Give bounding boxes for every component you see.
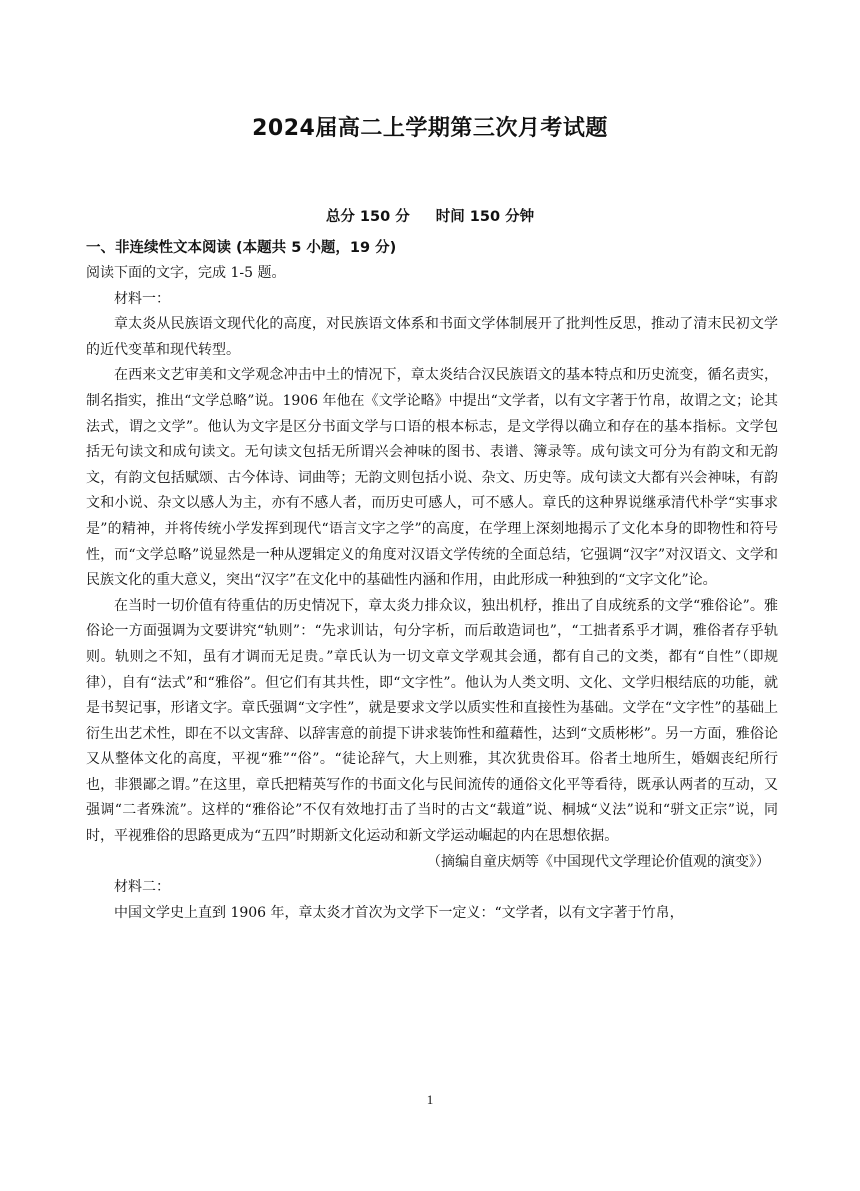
- material-one-label: 材料一：: [114, 290, 170, 307]
- material-two-paragraph-1: 中国文学史上直到 1906 年，章太炎才首次为文学下一定义：“文学者，以有文字著于竹帛，: [114, 904, 684, 921]
- material-two-label: 材料二：: [114, 879, 170, 896]
- exam-time: 时间 150 分钟: [435, 209, 535, 225]
- exam-body: [86, 236, 778, 926]
- material-one-paragraph-2: 在西来文艺审美和文学观念冲击中土的情况下，章太炎结合汉民族语文的基本特点和历史流变，循名责实，制名指实，推出“文学总略”说。1906 年他在《文学论略》中提出“文学者，以有文字著于竹帛，故谓之文；论其法式，谓之文学”。他认为文字是区分书面文学与口语的根本标志，是文学得以确立和存在的基本指标。文学包括无句读文和成句读文。无句读文包括无所谓兴会神味的图书、表谱、簿录等。成句读文可分为有韵文和无韵文，有韵文包括赋颂、古今体诗、词曲等；无韵文则包括小说、杂文、历史等。成句读文大都有兴会神味，有韵文和小说、杂文以感人为主，亦有不感人者，而历史可感人，可不感人。章氏的这种界说继承清代朴学“实事求是”的精神，并将传统小学发挥到现代“语言文字之学”的高度，在学理上深刻地揭示了文化本身的即物性和符号性，而“文学总略”说显然是一种从逻辑定义的角度对汉语文学传统的全面总结，它强调“汉字”对汉语文、文学和民族文化的重大意义，突出“汉字”在文化中的基础性内涵和作用，由此形成一种独到的“文字文化”论。: [86, 367, 778, 589]
- material-one-source: （摘编自童庆炳等《中国现代文学理论价值观的演变》）: [427, 853, 770, 870]
- section-heading: 一、非连续性文本阅读 (本题共 5 小题，19 分): [86, 240, 397, 256]
- instruction-text: 阅读下面的文字，完成 1-5 题。: [86, 265, 286, 281]
- exam-title: 2024届高二上学期第三次月考试题: [252, 116, 608, 141]
- material-one-paragraph-1: 章太炎从民族语文现代化的高度，对民族语文体系和书面文学体制展开了批判性反思，推动了清末民初文学的近代变革和现代转型。: [86, 316, 778, 358]
- total-score: 总分 150 分: [325, 209, 410, 225]
- exam-meta: [0, 207, 860, 227]
- material-one-paragraph-3: 在当时一切价值有待重估的历史情况下，章太炎力排众议，独出机杼，推出了自成统系的文学“雅俗论”。雅俗论一方面强调为文要讲究“轨则”：“先求训诂，句分字析，而后敢造词也”，“工拙者系乎才调，雅俗者存乎轨则。轨则之不知，虽有才调而无足贵。”章氏认为一切文章文学观其会通，都有自己的文类，都有“自性”（即规律），自有“法式”和“雅俗”。但它们有其共性，即“文字性”。他认为人类文明、文化、文学归根结底的功能，就是书契记事，形诸文字。章氏强调“文字性”，就是要求文学以质实性和直接性为基础。文学在“文字性”的基础上衍生出艺术性，即在不以文害辞、以辞害意的前提下讲求装饰性和蕴藉性，达到“文质彬彬”。另一方面，雅俗论又从整体文化的高度，平视“雅”“俗”。“徒论辞气，大上则雅，其次犹贵俗耳。俗者土地所生，婚姻丧纪所行也，非猥鄙之谓。”在这里，章氏把精英写作的书面文化与民间流传的通俗文化平等看待，既承认两者的互动，又强调“二者殊流”。这样的“雅俗论”不仅有效地打击了当时的古文“载道”说、桐城“义法”说和“骈文正宗”说，同时，平视雅俗的思路更成为“五四”时期新文化运动和新文学运动崛起的内在思想依据。: [86, 597, 778, 845]
- page-number: 1: [426, 1092, 434, 1107]
